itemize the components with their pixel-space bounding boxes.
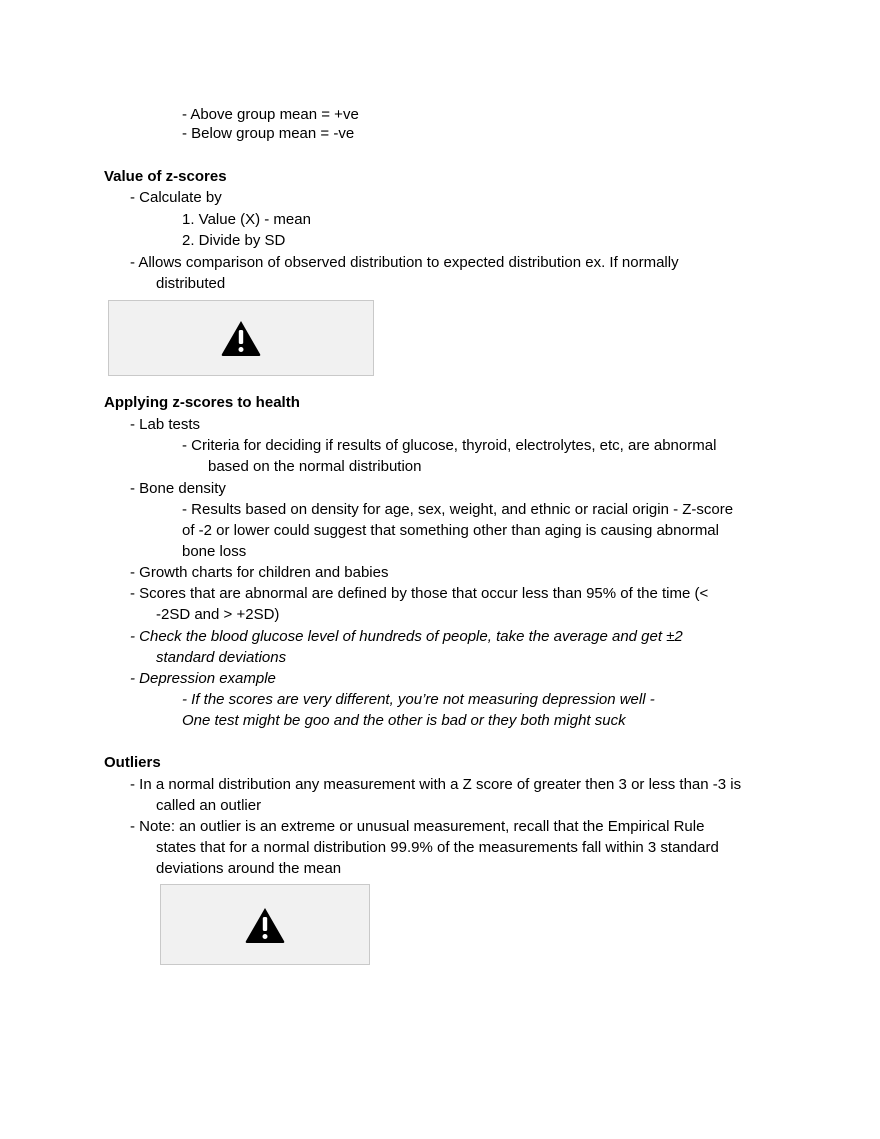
criteria-line-2: based on the normal distribution <box>208 458 422 475</box>
image-placeholder-2 <box>160 884 370 965</box>
check-glucose-line-1: - Check the blood glucose level of hundreds of people, take the average and get ±2 <box>130 628 683 645</box>
growth-charts: - Growth charts for children and babies <box>130 564 389 581</box>
note-line-2: states that for a normal distribution 99.9% of the measurements fall within 3 standard <box>156 839 719 856</box>
heading-value-of-z-scores: Value of z-scores <box>104 168 227 185</box>
normal-distribution-line-1: - In a normal distribution any measurement with a Z score of greater then 3 or less than -3 is <box>130 776 742 793</box>
scores-line-2: -2SD and > +2SD) <box>156 606 280 623</box>
step-2: 2. Divide by SD <box>182 232 286 249</box>
scores-different-line-1: - If the scores are very different, you’re not measuring depression well - <box>182 691 655 708</box>
allows-comparison-line-2: distributed <box>156 275 226 292</box>
note-line-1: - Note: an outlier is an extreme or unusual measurement, recall that the Empirical Rule <box>130 818 705 835</box>
warning-icon <box>244 906 286 944</box>
check-glucose-line-2: standard deviations <box>156 649 287 666</box>
depression-example: - Depression example <box>130 670 276 687</box>
intro-line-below-mean: - Below group mean = -ve <box>182 125 355 142</box>
lab-tests: - Lab tests <box>130 416 201 433</box>
calculate-by: - Calculate by <box>130 189 222 206</box>
image-placeholder-1 <box>108 300 374 376</box>
step-1: 1. Value (X) - mean <box>182 211 311 228</box>
heading-outliers: Outliers <box>104 754 161 771</box>
normal-distribution-line-2: called an outlier <box>156 797 262 814</box>
results-line-1: - Results based on density for age, sex, weight, and ethnic or racial origin - Z-score <box>182 501 734 518</box>
intro-line-above-mean: - Above group mean = +ve <box>182 106 359 123</box>
results-line-3: bone loss <box>182 543 247 560</box>
scores-different-line-2: One test might be goo and the other is bad or they both might suck <box>182 712 626 729</box>
bone-density: - Bone density <box>130 480 226 497</box>
allows-comparison-line-1: - Allows comparison of observed distribution to expected distribution ex. If normally <box>130 254 679 271</box>
criteria-line-1: - Criteria for deciding if results of glucose, thyroid, electrolytes, etc, are abnormal <box>182 437 717 454</box>
results-line-2: of -2 or lower could suggest that something other than aging is causing abnormal <box>182 522 719 539</box>
note-line-3: deviations around the mean <box>156 860 342 877</box>
scores-line-1: - Scores that are abnormal are defined by those that occur less than 95% of the time (< <box>130 585 709 602</box>
heading-applying-z-scores: Applying z-scores to health <box>104 394 300 411</box>
warning-icon <box>220 319 262 357</box>
